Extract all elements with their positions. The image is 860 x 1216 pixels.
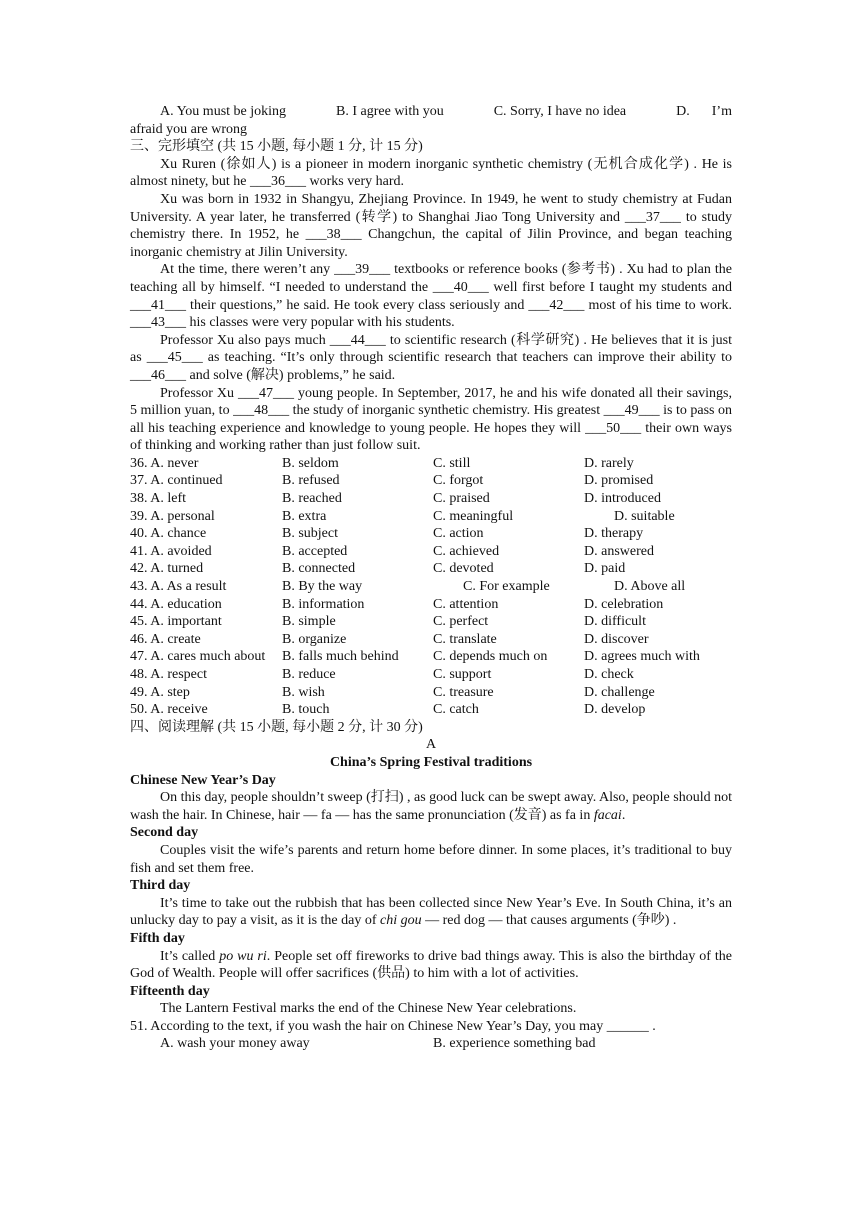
cloze-option-d: D. therapy <box>584 526 644 542</box>
cloze-option-row <box>130 596 732 614</box>
text-fifth-day <box>130 948 732 983</box>
cloze-option-d: D. paid <box>584 561 626 577</box>
option-d <box>676 103 732 121</box>
cloze-option-a: 45. A. important <box>130 614 222 630</box>
cloze-paragraph-2: Xu was born in 1932 in Shangyu, Zhejiang Province. In 1949, he went to study chemistry at Fudan University. A year later, he transferred (转学) to Shanghai Jiao Tong University and ___37___ to study chemistry there. In 1952, he ___38___ Changchun, the capital of Jilin Province, and began teaching inorganic chemistry at Jilin University. <box>130 191 732 260</box>
option-c: C. Sorry, I have no idea <box>493 104 627 119</box>
heading-fifteenth-day: Fifteenth day <box>130 983 210 999</box>
cloze-option-d: D. discover <box>584 631 649 647</box>
cloze-option-c: C. perfect <box>433 614 489 630</box>
cloze-option-d: D. difficult <box>584 614 646 630</box>
cloze-option-b: B. extra <box>282 508 327 524</box>
previous-question-options <box>130 103 732 121</box>
text-new-years-day <box>130 789 732 824</box>
cloze-option-c: C. forgot <box>433 473 484 489</box>
cloze-option-a: 37. A. continued <box>130 473 223 489</box>
option-d-text-cont: afraid you are wrong <box>130 121 248 137</box>
cloze-option-a: 42. A. turned <box>130 561 204 577</box>
q51-option-b: B. experience something bad <box>433 1036 596 1052</box>
passage-letter: A <box>425 737 437 753</box>
cloze-option-c: C. meaningful <box>433 508 514 524</box>
cloze-option-d: D. Above all <box>614 579 686 595</box>
cloze-option-row <box>130 684 732 702</box>
text-italic: facai <box>593 807 622 823</box>
cloze-option-row <box>130 490 732 508</box>
cloze-option-b: B. connected <box>282 561 356 577</box>
cloze-option-c: C. translate <box>433 631 497 647</box>
section4-title: 四、阅读理解 (共 15 小题, 每小题 2 分, 计 30 分) <box>130 719 423 735</box>
heading-second-day: Second day <box>130 825 199 841</box>
cloze-option-b: B. reached <box>282 491 342 507</box>
question-51-options <box>130 1035 732 1053</box>
heading-fifth-day: Fifth day <box>130 930 185 946</box>
exam-page <box>130 103 732 1053</box>
passage-title: China’s Spring Festival traditions <box>329 754 533 770</box>
cloze-option-a: 38. A. left <box>130 491 186 507</box>
cloze-option-row <box>130 613 732 631</box>
heading-third-day: Third day <box>130 878 191 894</box>
text-second-day: Couples visit the wife’s parents and return home before dinner. In some places, it’s traditional to buy fish and set them free. <box>130 842 732 876</box>
text-italic: chi gou <box>380 913 422 929</box>
cloze-option-d: D. rarely <box>584 455 634 471</box>
heading-new-years-day: Chinese New Year’s Day <box>130 772 276 788</box>
cloze-option-row <box>130 578 732 596</box>
cloze-option-row <box>130 701 732 719</box>
cloze-options-list <box>130 455 732 719</box>
text-part: It’s called <box>160 948 220 964</box>
cloze-option-b: B. wish <box>282 684 325 700</box>
cloze-option-c: C. attention <box>433 596 499 612</box>
text-fifteenth-day: The Lantern Festival marks the end of the Chinese New Year celebrations. <box>160 1001 577 1017</box>
section3-title: 三、完形填空 (共 15 小题, 每小题 1 分, 计 15 分) <box>130 139 423 155</box>
cloze-option-row <box>130 560 732 578</box>
text-part: On this day, people shouldn’t sweep (打扫) , as good luck can be swept away. Also, people should not wash the hair. In Chinese, hair — fa — has the same pronunciation (发音) as fa in <box>130 790 732 823</box>
cloze-option-d: D. check <box>584 667 634 682</box>
cloze-option-d: D. promised <box>584 473 654 489</box>
cloze-option-c: C. depends much on <box>433 649 548 665</box>
cloze-option-b: B. reduce <box>282 667 336 682</box>
cloze-option-a: 50. A. receive <box>130 702 208 718</box>
cloze-option-c: C. devoted <box>433 561 494 577</box>
cloze-option-a: 47. A. cares much about <box>130 649 266 665</box>
cloze-option-row <box>130 631 732 649</box>
cloze-paragraph-5: Professor Xu ___47___ young people. In September, 2017, he and his wife donated all their savings, 5 million yuan, to ___48___ the study of inorganic synthetic chemistry. His greatest ___49___ is to pass on all his teaching experience and knowledge to young people. He hopes they will ___50___ their own ways of thinking and working rather than just follow suit. <box>130 385 732 454</box>
cloze-option-row <box>130 543 732 561</box>
cloze-option-c: C. catch <box>433 702 479 718</box>
cloze-option-row <box>130 472 732 490</box>
q51-option-a: A. wash your money away <box>160 1036 310 1052</box>
cloze-paragraph-3: At the time, there weren’t any ___39___ textbooks or reference books (参考书) . Xu had to plan the teaching all by himself. “I needed to understand the ___40___ well first before I taught my students and ___41___ their questions,” he said. He took every class seriously and ___42___ most of his time to work. ___43___ his classes were very popular with his students. <box>130 262 732 331</box>
cloze-option-a: 36. A. never <box>130 455 199 471</box>
cloze-paragraph-1: Xu Ruren (徐如人) is a pioneer in modern inorganic synthetic chemistry (无机合成化学) . He is almost ninety, but he ___36___ works very hard. <box>130 156 732 190</box>
option-b: B. I agree with you <box>336 104 444 119</box>
cloze-option-b: B. By the way <box>282 579 363 595</box>
cloze-option-b: B. seldom <box>282 455 339 471</box>
option-d-text-start: I’m <box>711 104 732 119</box>
cloze-option-row <box>130 455 732 473</box>
cloze-option-a: 41. A. avoided <box>130 543 212 559</box>
text-part: It’s time to take out the rubbish that has been collected since New Year’s Eve. In South China, it’s an unlucky day to pay a visit, as it is the day of <box>130 895 732 929</box>
option-d-label: D. <box>676 104 690 119</box>
cloze-option-d: D. introduced <box>584 491 661 507</box>
cloze-paragraph-4: Professor Xu also pays much ___44___ to scientific research (科学研究) . He believes that it is just as ___45___ as teaching. “It’s only through scientific research that teachers can improve their ability to ___46___ and solve (解决) problems,” he said. <box>130 332 732 383</box>
text-part: — red dog — that causes arguments (争吵) . <box>421 913 677 929</box>
cloze-option-a: 48. A. respect <box>130 667 207 682</box>
cloze-option-b: B. falls much behind <box>282 649 399 665</box>
cloze-option-row <box>130 508 732 526</box>
cloze-option-c: C. support <box>433 667 492 682</box>
cloze-option-row <box>130 648 732 666</box>
cloze-option-c: C. treasure <box>433 684 494 700</box>
cloze-option-d: D. challenge <box>584 684 655 700</box>
cloze-option-a: 44. A. education <box>130 596 222 612</box>
cloze-option-row <box>130 525 732 543</box>
cloze-option-d: D. celebration <box>584 596 664 612</box>
cloze-option-a: 40. A. chance <box>130 526 207 542</box>
cloze-option-c: C. achieved <box>433 543 500 559</box>
cloze-option-c: C. still <box>433 455 471 471</box>
cloze-option-c: C. action <box>433 526 484 542</box>
cloze-option-c: C. For example <box>463 579 550 595</box>
cloze-option-b: B. information <box>282 596 365 612</box>
cloze-option-d: D. agrees much with <box>584 649 700 665</box>
cloze-option-b: B. subject <box>282 526 338 542</box>
cloze-option-row <box>130 666 732 684</box>
cloze-option-c: C. praised <box>433 491 490 507</box>
text-italic: po wu ri <box>219 948 267 964</box>
text-part: . <box>621 807 626 823</box>
cloze-option-d: D. develop <box>584 702 646 718</box>
cloze-option-b: B. refused <box>282 473 340 489</box>
cloze-option-a: 43. A. As a result <box>130 579 227 595</box>
cloze-option-b: B. organize <box>282 631 347 647</box>
cloze-option-a: 46. A. create <box>130 631 201 647</box>
cloze-option-b: B. touch <box>282 702 330 718</box>
cloze-option-b: B. simple <box>282 614 336 630</box>
option-a: A. You must be joking <box>160 104 287 119</box>
cloze-option-a: 39. A. personal <box>130 508 215 524</box>
text-third-day <box>130 895 732 930</box>
cloze-option-d: D. suitable <box>614 508 675 524</box>
cloze-option-a: 49. A. step <box>130 684 190 700</box>
cloze-option-b: B. accepted <box>282 543 348 559</box>
text-part: . People set off fireworks to drive bad things away. This is also the birthday of the God of Wealth. People will offer sacrifices (供品) to him with a lot of activities. <box>130 948 732 982</box>
question-51: 51. According to the text, if you wash the hair on Chinese New Year’s Day, you may ______ . <box>130 1018 656 1034</box>
cloze-option-d: D. answered <box>584 543 654 559</box>
